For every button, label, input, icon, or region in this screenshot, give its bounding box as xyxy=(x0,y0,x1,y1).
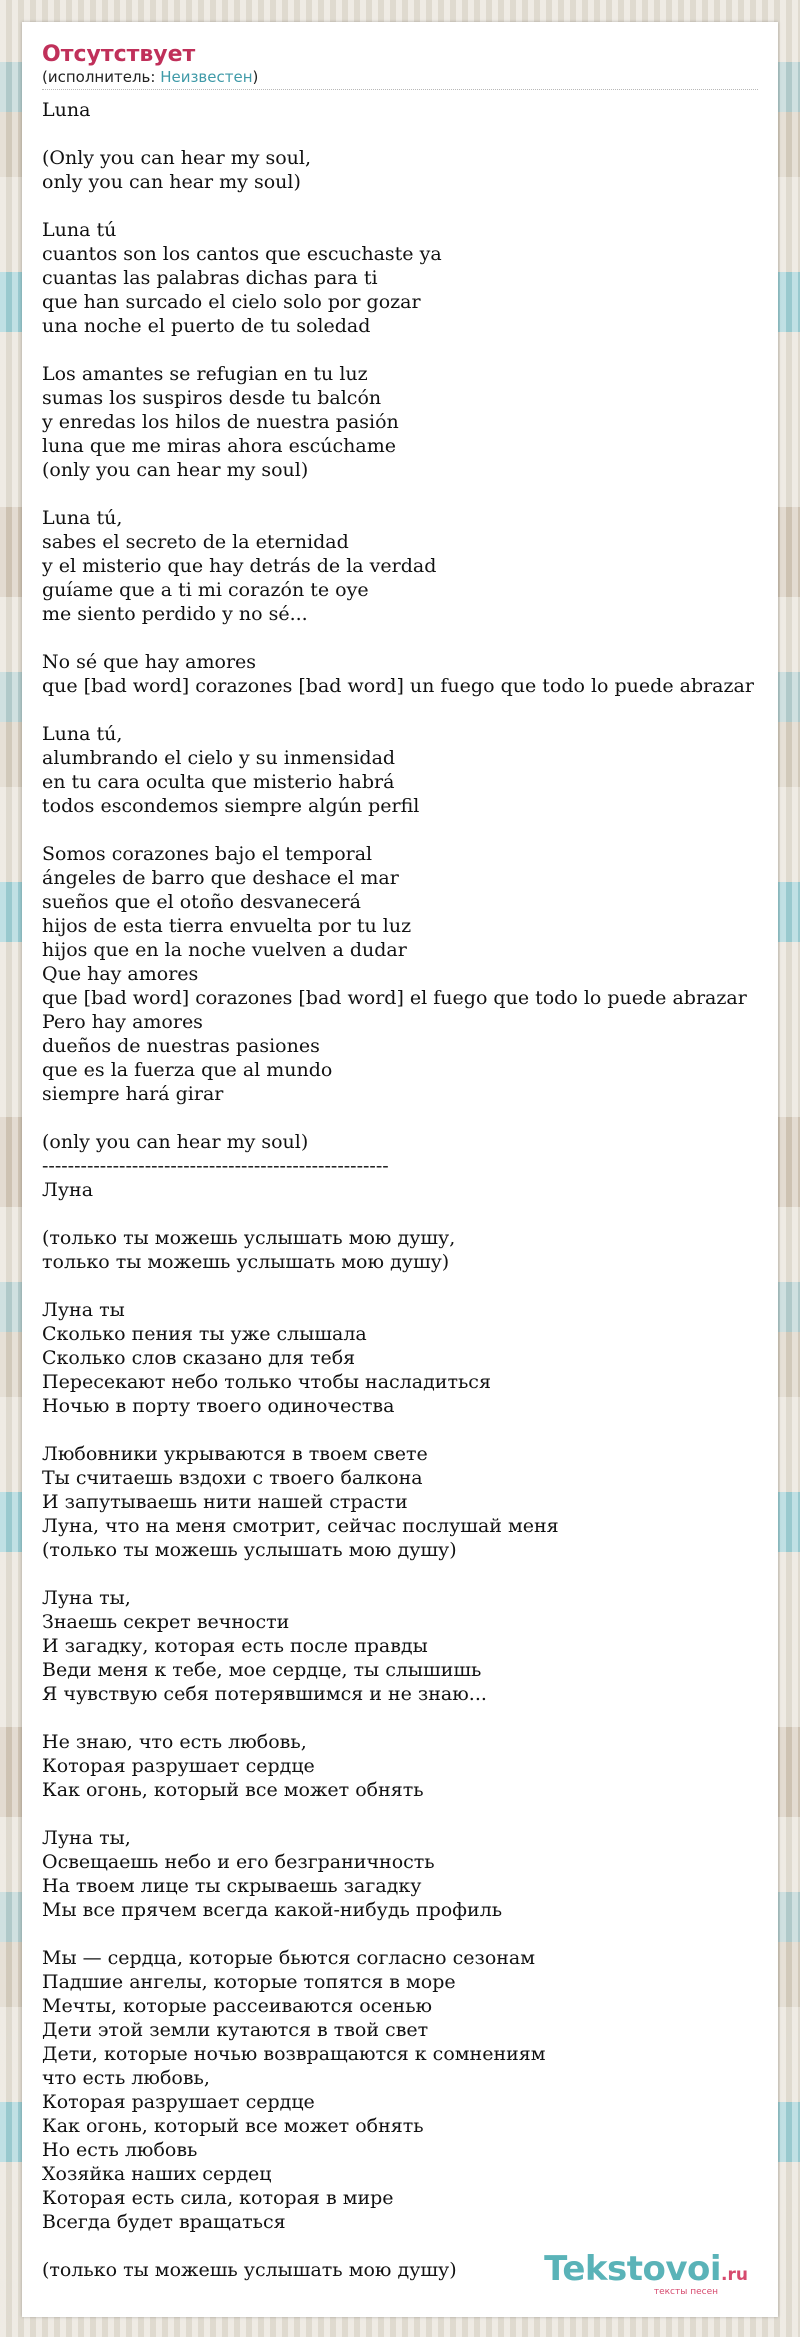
lyric-line: Луна ты, xyxy=(42,1587,131,1609)
lyric-line: Знаешь секрет вечности xyxy=(42,1611,290,1633)
lyric-line: hijos de esta tierra envuelta por tu luz xyxy=(42,915,412,937)
lyric-line: todos escondemos siempre algún perfil xyxy=(42,795,420,817)
lyric-line xyxy=(42,1922,782,1946)
lyric-line: sueños que el otoño desvanecerá xyxy=(42,891,361,913)
logo-wordmark: Tekstovoi xyxy=(544,2249,722,2289)
lyric-line xyxy=(42,818,782,842)
lyric-line xyxy=(42,338,782,362)
lyric-line: Мечты, которые рассеиваются осенью xyxy=(42,1995,433,2017)
lyric-line: Луна, что на меня смотрит, сейчас послушай меня xyxy=(42,1515,559,1537)
lyric-line: Которая разрушает сердце xyxy=(42,1755,315,1777)
lyric-line: Дети, которые ночью возвращаются к сомнениям xyxy=(42,2043,546,2065)
lyric-line: Que hay amores xyxy=(42,963,199,985)
lyric-line: Сколько слов сказано для тебя xyxy=(42,1347,356,1369)
lyric-line: que han surcado el cielo solo por gozar xyxy=(42,291,421,313)
lyric-line xyxy=(42,626,782,650)
lyric-line: (Only you can hear my soul, xyxy=(42,147,312,169)
lyric-line: hijos que en la noche vuelven a dudar xyxy=(42,939,407,961)
lyric-line: И запутываешь нити нашей страсти xyxy=(42,1491,408,1513)
lyric-line xyxy=(42,1202,782,1226)
logo-tld: .ru xyxy=(721,2265,748,2285)
logo-tagline: тексты песен xyxy=(653,2287,718,2297)
lyric-line: Падшие ангелы, которые топятся в море xyxy=(42,1971,456,1993)
lyric-line: siempre hará girar xyxy=(42,1083,224,1105)
lyric-line: que [bad word] corazones [bad word] el fuego que todo lo puede abrazar xyxy=(42,987,747,1009)
performer-link[interactable]: Неизвестен xyxy=(160,68,253,86)
lyric-line: Сколько пения ты уже слышала xyxy=(42,1323,367,1345)
lyric-line: guíame que a ti mi corazón te oye xyxy=(42,579,369,601)
lyric-line: Как огонь, который все может обнять xyxy=(42,2115,424,2137)
lyric-line: Мы — сердца, которые бьются согласно сезонам xyxy=(42,1947,536,1969)
lyric-line: Luna tú, xyxy=(42,723,123,745)
lyric-line xyxy=(42,194,782,218)
lyric-line: (только ты можешь услышать мою душу) xyxy=(42,1539,457,1561)
lyric-line: Как огонь, который все может обнять xyxy=(42,1779,424,1801)
lyric-line: Luna tú xyxy=(42,219,117,241)
lyric-line: Los amantes se refugian en tu luz xyxy=(42,363,368,385)
lyric-line xyxy=(42,482,782,506)
lyric-line: ángeles de barro que deshace el mar xyxy=(42,867,399,889)
lyric-line xyxy=(42,698,782,722)
lyric-line: en tu cara oculta que misterio habrá xyxy=(42,771,395,793)
lyric-line: Luna tú, xyxy=(42,507,123,529)
performer-line xyxy=(42,68,758,90)
lyric-line: Которая разрушает сердце xyxy=(42,2091,315,2113)
lyric-line: Не знаю, что есть любовь, xyxy=(42,1731,307,1753)
lyric-line: (only you can hear my soul) xyxy=(42,459,309,481)
lyric-line: ------------------------------------------------------ xyxy=(42,1155,389,1177)
lyric-line xyxy=(42,1418,782,1442)
lyric-line xyxy=(42,1274,782,1298)
lyric-line: Somos corazones bajo el temporal xyxy=(42,843,373,865)
lyric-line: Которая есть сила, которая в мире xyxy=(42,2187,394,2209)
lyric-line: На твоем лице ты скрываешь загадку xyxy=(42,1875,422,1897)
lyric-line: Но есть любовь xyxy=(42,2139,198,2161)
lyric-line: cuantos son los cantos que escuchaste ya xyxy=(42,243,442,265)
lyric-line: Луна xyxy=(42,1179,94,1201)
lyric-line: (only you can hear my soul) xyxy=(42,1131,309,1153)
lyric-line: Мы все прячем всегда какой-нибудь профиль xyxy=(42,1899,503,1921)
performer-suffix: ) xyxy=(252,68,259,86)
lyric-line xyxy=(42,1706,782,1730)
lyric-line: только ты можешь услышать мою душу) xyxy=(42,1251,450,1273)
lyric-line: Ты считаешь вздохи с твоего балкона xyxy=(42,1467,423,1489)
lyric-line: Освещаешь небо и его безграничность xyxy=(42,1851,435,1873)
lyrics-card xyxy=(22,22,778,2317)
lyric-line: (только ты можешь услышать мою душу) xyxy=(42,2259,457,2281)
lyrics-text xyxy=(42,98,782,2282)
lyric-line xyxy=(42,122,782,146)
lyric-line xyxy=(42,1562,782,1586)
lyric-line: Пересекают небо только чтобы насладиться xyxy=(42,1371,491,1393)
lyric-line: only you can hear my soul) xyxy=(42,171,301,193)
lyric-line: sumas los suspiros desde tu balcón xyxy=(42,387,382,409)
performer-prefix: (исполнитель: xyxy=(42,68,161,86)
lyric-line: Всегда будет вращаться xyxy=(42,2211,286,2233)
lyric-line: dueños de nuestras pasiones xyxy=(42,1035,320,1057)
page-title: Отсутствует xyxy=(42,42,196,67)
lyric-line: y enredas los hilos de nuestra pasión xyxy=(42,411,399,433)
lyric-line: Luna xyxy=(42,99,91,121)
site-logo[interactable] xyxy=(544,2249,748,2297)
lyric-line: cuantas las palabras dichas para ti xyxy=(42,267,378,289)
lyric-line: y el misterio que hay detrás de la verdad xyxy=(42,555,437,577)
lyric-line: luna que me miras ahora escúchame xyxy=(42,435,396,457)
lyric-line: sabes el secreto de la eternidad xyxy=(42,531,349,553)
lyric-line: Я чувствую себя потерявшимся и не знаю... xyxy=(42,1683,487,1705)
lyric-line: que es la fuerza que al mundo xyxy=(42,1059,333,1081)
lyric-line xyxy=(42,1106,782,1130)
lyric-line: Луна ты, xyxy=(42,1827,131,1849)
lyric-line: Дети этой земли кутаются в твой свет xyxy=(42,2019,429,2041)
lyric-line: Pero hay amores xyxy=(42,1011,203,1033)
lyric-line: Любовники укрываются в твоем свете xyxy=(42,1443,428,1465)
lyric-line: una noche el puerto de tu soledad xyxy=(42,315,371,337)
lyric-line: Ночью в порту твоего одиночества xyxy=(42,1395,395,1417)
lyric-line: Веди меня к тебе, мое сердце, ты слышишь xyxy=(42,1659,482,1681)
lyric-line: No sé que hay amores xyxy=(42,651,257,673)
lyric-line: И загадку, которая есть после правды xyxy=(42,1635,428,1657)
lyric-line: Хозяйка наших сердец xyxy=(42,2163,272,2185)
lyric-line: Луна ты xyxy=(42,1299,125,1321)
lyric-line: que [bad word] corazones [bad word] un fuego que todo lo puede abrazar xyxy=(42,675,754,697)
lyric-line: me siento perdido y no sé... xyxy=(42,603,308,625)
lyric-line: (только ты можешь услышать мою душу, xyxy=(42,1227,456,1249)
lyric-line xyxy=(42,1802,782,1826)
lyric-line: alumbrando el cielo y su inmensidad xyxy=(42,747,396,769)
song-header xyxy=(42,42,758,90)
lyric-line: что есть любовь, xyxy=(42,2067,210,2089)
